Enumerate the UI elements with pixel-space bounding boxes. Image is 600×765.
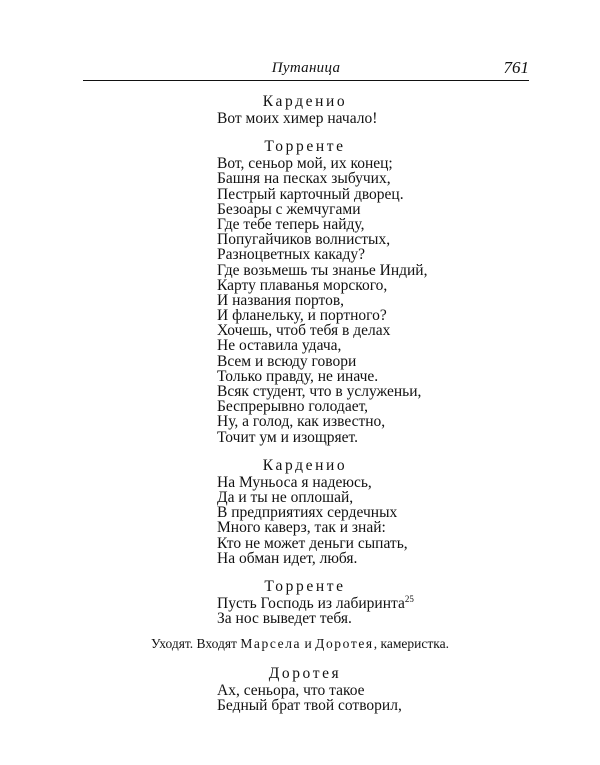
verse-line: Вот, сеньор мой, их конец; bbox=[217, 155, 393, 173]
verse-line: Кто не может деньги сыпать, bbox=[217, 534, 408, 552]
verse-line: Пестрый карточный дворец. bbox=[217, 185, 404, 203]
stage-text: , камеристка. bbox=[373, 636, 449, 652]
stage-text: Уходят. Входят bbox=[151, 636, 241, 652]
verse-line: Всем и всюду говори bbox=[217, 352, 357, 370]
stage-direction bbox=[0, 635, 600, 653]
verse-line: Карту плаванья морского, bbox=[217, 276, 388, 294]
verse-line: И названия портов, bbox=[217, 291, 345, 309]
verse-line: На обман идет, любя. bbox=[217, 549, 358, 567]
verse-block bbox=[217, 475, 600, 566]
character-name: Доротея bbox=[315, 636, 374, 652]
verse-line: Башня на песках зыбучих, bbox=[217, 170, 391, 188]
running-title: Путаница bbox=[271, 60, 341, 76]
verse-line: Где возьмешь ты знанье Индий, bbox=[217, 261, 428, 279]
verse-line: Только правду, не иначе. bbox=[217, 367, 379, 385]
verse-line: Разноцветных какаду? bbox=[217, 246, 366, 264]
character-name: Марсела bbox=[240, 636, 302, 652]
verse-line: За нос выведет тебя. bbox=[217, 610, 352, 628]
verse-line: Хочешь, чтоб тебя в делах bbox=[217, 322, 391, 340]
verse-block bbox=[217, 111, 600, 126]
verse-line: Ах, сеньора, что такое bbox=[217, 682, 365, 700]
speaker-name: Доротея bbox=[268, 665, 342, 683]
verse-line: Вот моих химер начало! bbox=[217, 110, 378, 127]
verse-line: Не оставила удача, bbox=[217, 337, 342, 355]
verse-line: Ну, а голод, как известно, bbox=[217, 413, 386, 431]
verse-line: Безоары с жемчугами bbox=[217, 200, 361, 218]
verse-line: Всяк студент, что в услуженьи, bbox=[217, 383, 422, 400]
verse-block bbox=[217, 593, 600, 628]
page-number: 761 bbox=[503, 58, 529, 77]
verse-line: Да и ты не оплошай, bbox=[217, 488, 354, 506]
running-header bbox=[83, 58, 529, 81]
verse-line: Где тебе теперь найду, bbox=[217, 215, 365, 233]
verse-line: Попугайчиков волнистых, bbox=[217, 231, 391, 249]
verse-line: И фланельку, и портного? bbox=[217, 307, 387, 325]
verse-line bbox=[217, 593, 600, 612]
verse-line: Бедный брат твой сотворил, bbox=[217, 697, 402, 715]
speaker-name: Торренте bbox=[264, 138, 346, 156]
footnote-marker[interactable]: 25 bbox=[404, 593, 414, 604]
stage-text: и bbox=[301, 636, 316, 652]
verse-line: Много каверз, так и знай: bbox=[217, 519, 386, 537]
speaker-name: Карденио bbox=[262, 93, 348, 110]
verse-line: Точит ум и изощряет. bbox=[217, 428, 359, 446]
verse-line: Беспрерывно голодает, bbox=[217, 398, 369, 416]
verse-line-text: Пусть Господь из лабиринта bbox=[217, 594, 405, 612]
verse-block bbox=[217, 156, 600, 445]
speaker-name: Карденио bbox=[262, 456, 348, 474]
verse-line: В предприятиях сердечных bbox=[217, 504, 398, 522]
play-text bbox=[0, 92, 600, 714]
speaker-name: Торренте bbox=[264, 577, 346, 595]
verse-line: На Муньоса я надеюсь, bbox=[217, 473, 372, 491]
verse-block bbox=[217, 683, 600, 713]
